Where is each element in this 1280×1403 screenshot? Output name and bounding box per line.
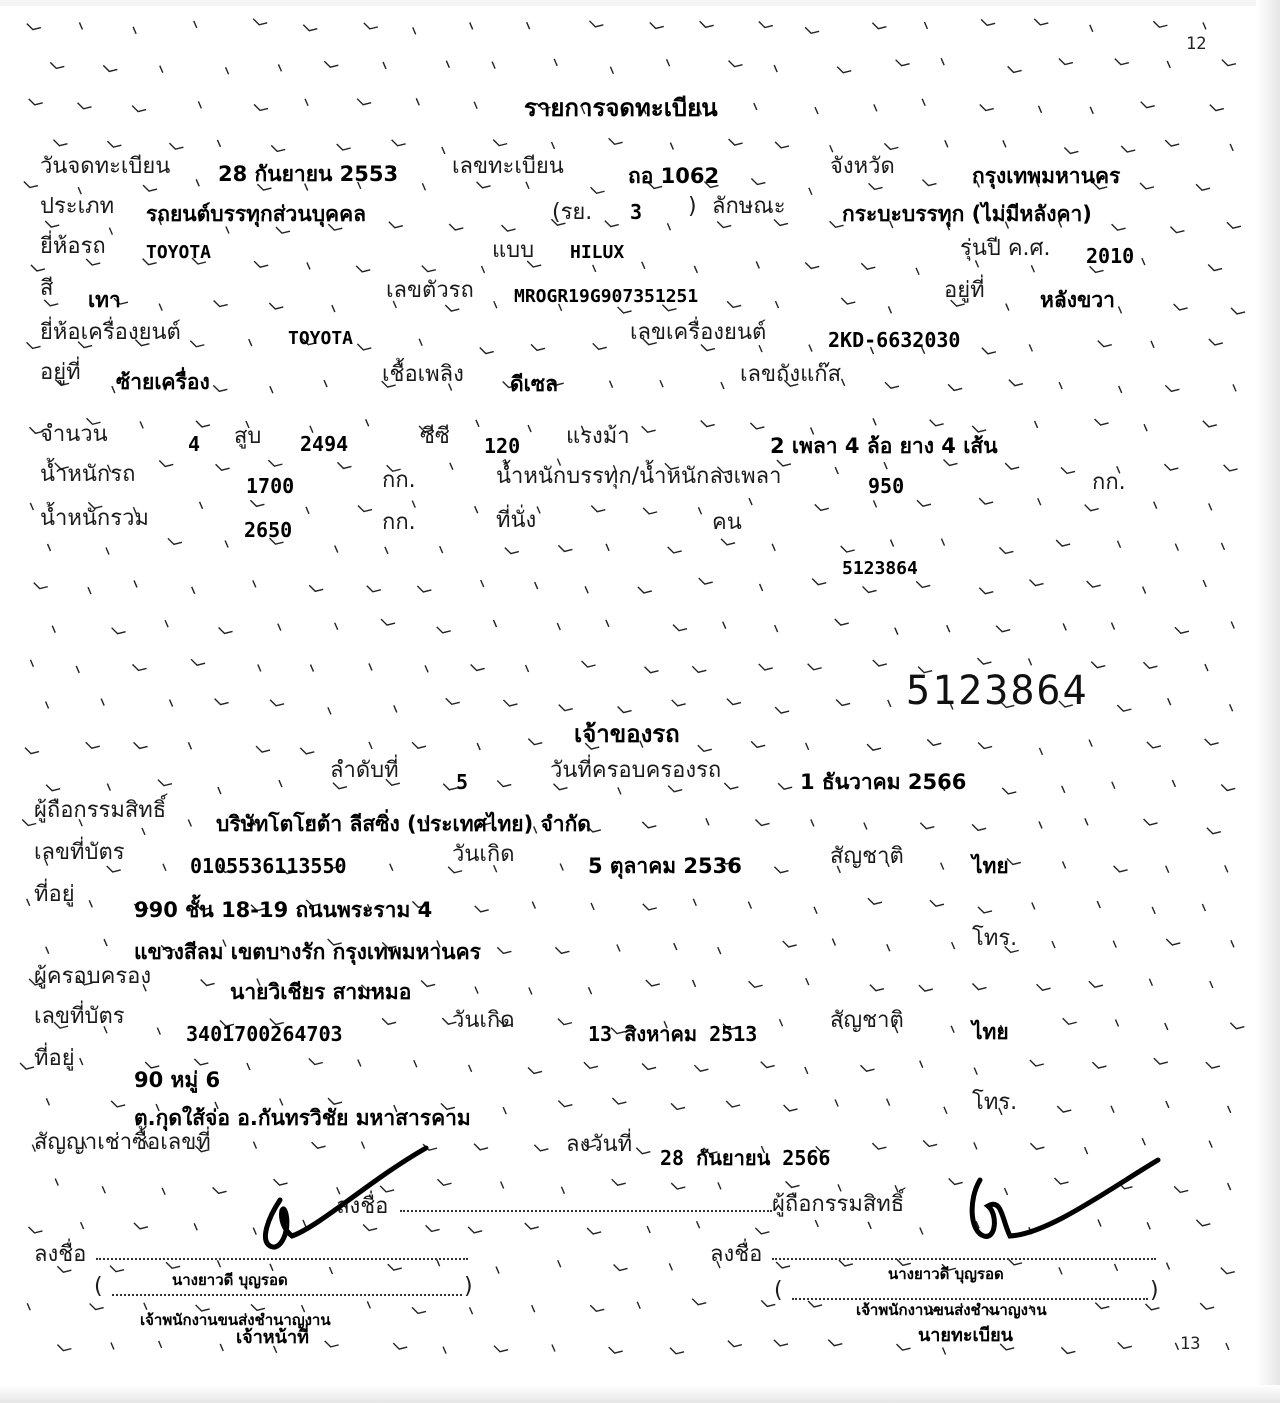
load-weight-value: 950 [868,474,905,498]
holder-birth-label: วันเกิด [452,1008,515,1033]
cylinder-label: สูบ [234,424,262,449]
horsepower-label: แรงม้า [566,424,630,449]
registration-date-value: 28 กันยายน 2553 [218,162,399,186]
owner-address-line2: แขวงสีลม เขตบางรัก กรุงเทพมหานคร [134,940,481,964]
right-sign-line [772,1258,1156,1260]
right-officer-title: เจ้าพนักงานขนส่งชำนาญงาน [856,1301,1047,1319]
holder-phone-label: โทร. [972,1090,1018,1115]
scan-edge-top [0,0,1280,6]
chassis-value: MROGR19G907351251 [514,286,699,307]
cc-value: 2494 [300,432,349,456]
left-officer-name: นางยาวดี บุญรอด [172,1271,288,1289]
owner-id-label: เลขที่บัตร [34,840,125,865]
owner-heading: เจ้าของรถ [574,720,680,748]
middle-sign-line [400,1210,772,1212]
model-value: HILUX [570,242,625,263]
owner-sign-title: ผู้ถือกรรมสิทธิ์ [772,1192,905,1217]
ry-value: 3 [630,200,643,224]
contract-number-label: สัญญาเช่าซื้อเลขที่ [34,1130,211,1155]
page-number-bottom: 13 [1180,1334,1201,1354]
year-label: รุ่นปี ค.ศ. [960,236,1051,261]
year-value: 2010 [1086,244,1135,268]
engine-number-value: 2KD-6632030 [828,328,961,352]
plate-value: ถอ 1062 [628,164,720,188]
middle-sign-label: ลงชื่อ [336,1194,389,1219]
vehicle-weight-value: 1700 [246,474,295,498]
owner-nationality-label: สัญชาติ [830,844,904,869]
sign-date-value: 28 กันยายน 2566 [660,1146,831,1170]
right-officer-name: นางยาวดี บุญรอด [888,1265,1004,1283]
engine-number-label: เลขเครื่องยนต์ [630,320,767,345]
chassis-label: เลขตัวรถ [386,278,474,303]
cc-label: ซีซี [420,424,450,449]
left-paren-open: ( [94,1274,103,1299]
right-officer-role: นายทะเบียน [918,1325,1013,1346]
kg-label-3: กก. [382,510,416,535]
person-label: คน [712,510,742,535]
engine-location-value: ซ้ายเครื่อง [116,370,210,394]
model-label: แบบ [492,238,535,263]
fuel-value: ดีเซล [510,372,558,396]
holder-nationality-value: ไทย [972,1020,1009,1044]
chassis-location-value: หลังขวา [1040,288,1115,312]
horsepower-value: 120 [484,434,521,458]
owner-address-label: ที่อยู่ [34,882,75,907]
holder-address-label: ที่อยู่ [34,1046,75,1071]
brand-label: ยี่ห้อรถ [40,234,106,259]
holder-address-line1: 90 หมู่ 6 [134,1068,221,1092]
color-value: เทา [88,288,121,312]
holder-id-value: 3401700264703 [186,1022,343,1046]
kg-label-1: กก. [382,468,416,493]
vehicle-weight-label: น้ำหนักรถ [40,462,136,487]
serial-number-small: 5123864 [842,558,918,579]
right-signature-graphic [958,1140,1168,1250]
registration-date-label: วันจดทะเบียน [40,154,171,179]
brand-value: TOYOTA [146,242,212,263]
cylinder-value: 4 [188,432,201,456]
plate-label: เลขทะเบียน [452,154,564,179]
fuel-label: เชื้อเพลิง [382,362,464,387]
left-paren-close: ) [464,1274,473,1299]
page-number-top: 12 [1186,34,1207,54]
right-paren-open: ( [774,1278,783,1303]
left-sign-label: ลงชื่อ [34,1242,87,1267]
sequence-label: ลำดับที่ [330,758,399,783]
owner-birth-value: 5 ตุลาคม 2536 [588,854,742,878]
engine-brand-label: ยี่ห้อเครื่องยนต์ [40,320,181,345]
owner-phone-label: โทร. [972,926,1018,951]
registration-heading: รายการจดทะเบียน [524,94,718,122]
owner-address-line1: 990 ชั้น 18-19 ถนนพระราม 4 [134,898,433,922]
kg-label-2: กก. [1092,470,1126,495]
ownership-label: ผู้ถือกรรมสิทธิ์ [34,798,167,823]
possession-date-value: 1 ธันวาคม 2566 [800,770,967,794]
right-sign-label: ลงชื่อ [710,1242,763,1267]
gas-tank-label: เลขถังแก๊ส [740,362,842,387]
color-label: สี [40,276,54,301]
holder-birth-value: 13 สิงหาคม 2513 [588,1022,758,1046]
holder-value: นายวิเชียร สามหมอ [230,980,412,1004]
gross-weight-label: น้ำหนักรวม [40,506,149,531]
owner-nationality-value: ไทย [972,854,1009,878]
quantity-label: จำนวน [40,422,108,447]
load-weight-label: น้ำหนักบรรทุก/น้ำหนักลงเพลา [496,464,782,489]
feature-value: กระบะบรรทุก (ไม่มีหลังคา) [842,202,1092,226]
owner-id-value: 0105536113550 [190,854,347,878]
serial-number-stamp: 5123864 [906,668,1089,714]
scan-edge-right [1256,0,1280,1403]
left-officer-title: เจ้าพนักงานขนส่งชำนาญงาน [140,1311,331,1329]
province-value: กรุงเทพมหานคร [972,164,1121,188]
type-label: ประเภท [40,194,115,219]
left-signature-graphic [240,1140,440,1260]
seat-label: ที่นั่ง [496,508,537,533]
scan-edge-bottom [0,1385,1280,1403]
holder-nationality-label: สัญชาติ [830,1008,904,1033]
sequence-value: 5 [456,770,469,794]
ownership-value: บริษัทโตโยต้า ลีสซิ่ง (ประเทศไทย) จำกัด [216,812,591,836]
type-value: รถยนต์บรรทุกส่วนบุคคล [146,202,366,226]
ry-label: (รย. [552,200,593,225]
feature-label: ลักษณะ [712,194,786,219]
holder-address-line2: ต.กุดใส้จ่อ อ.กันทรวิชัย มหาสารคาม [134,1106,471,1130]
left-officer-role: เจ้าหน้าที่ [236,1327,309,1348]
province-label: จังหวัด [830,154,895,179]
gross-weight-value: 2650 [244,518,293,542]
engine-location-label: อยู่ที่ [40,360,81,385]
holder-label: ผู้ครอบครอง [34,964,152,989]
chassis-location-label: อยู่ที่ [944,278,985,303]
axle-wheel-value: 2 เพลา 4 ล้อ ยาง 4 เส้น [770,434,998,458]
owner-birth-label: วันเกิด [452,842,515,867]
engine-brand-value: TOYOTA [288,328,354,349]
left-name-line [112,1294,462,1296]
possession-date-label: วันที่ครอบครองรถ [550,758,722,783]
sign-date-label: ลงวันที่ [566,1132,633,1157]
right-paren-close: ) [1150,1278,1159,1303]
ry-close: ) [688,194,697,219]
holder-id-label: เลขที่บัตร [34,1004,125,1029]
